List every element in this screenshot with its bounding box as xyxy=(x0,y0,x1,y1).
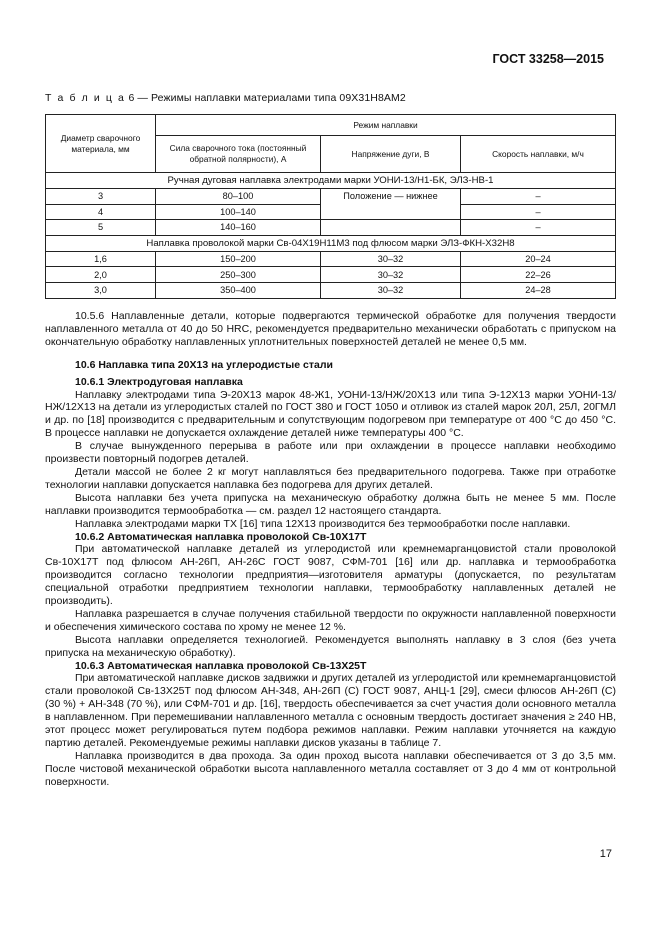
cell-current: 250–300 xyxy=(156,267,321,283)
group-header-manual: Ручная дуговая наплавка электродами марки УОНИ-13/Н1-БК, ЭЛЗ-НВ-1 xyxy=(46,173,616,189)
table-row xyxy=(46,189,616,205)
cell-current: 100–140 xyxy=(156,204,321,220)
paragraph: Высота наплавки определяется технологией. Рекомендуется выполнять наплавку в 3 слоя (без учета припуска на механическую обработку). xyxy=(45,633,616,659)
cell-voltage-empty xyxy=(321,220,461,236)
paragraph: При автоматической наплавке дисков задвижки и других деталей из углеродистой или кремнемарганцовистой стали проволокой Св-13Х25Т под флюсом АН-348, АН-26П (С) ГОСТ 9087, АНЦ-1 [29], смеси флюсов АН-26П (С) (30 %) + АН-348 (70 %), или СФМ-701 и др. [16], твердость обеспечивается за счет участия доли основного металла в наплавленном. При перемешивании наплавленного металла с основным твердость достигает значения ≥ 240 НВ, этот процесс может регулироваться путем подбора режимов наплавки. Режим наплавки уточняется на каждую партию деталей. Рекомендуемые режимы наплавки дисков указаны в таблице 7. xyxy=(45,672,616,749)
subsection-heading-10-6-3: 10.6.3 Автоматическая наплавка проволокой Св-13Х25Т xyxy=(75,659,367,672)
paragraph: Наплавка электродами марки ТХ [16] типа 12Х13 производится без термообработки после наплавки. xyxy=(75,517,571,530)
subsection-heading-10-6-2: 10.6.2 Автоматическая наплавка проволокой Св-10Х17Т xyxy=(75,530,367,543)
paragraph: Наплавка производится в два прохода. За один проход высота наплавки обеспечивается от 3 до 3,5 мм. После чистовой механической обработки высота наплавленного металла составляет от 3 до 4 мм от контрольной поверхности. xyxy=(45,749,616,788)
paragraph: Детали массой не более 2 кг могут наплавляться без предварительного подогрева. Также при отработке технологии наплавки допускается наплавка без подогрева для других деталей. xyxy=(45,465,616,491)
standard-number: ГОСТ 33258—2015 xyxy=(492,52,604,66)
cell-voltage-position: Положение — нижнее xyxy=(321,189,461,220)
cell-diameter: 1,6 xyxy=(46,251,156,267)
cell-voltage: 30–32 xyxy=(321,282,461,298)
paragraph: При автоматической наплавке деталей из углеродистой или кремнемарганцовистой стали проволокой Св-10Х17Т под флюсом АН-26П, АН-26С ГОСТ 9087, СФМ-701 [16] или др. наплавка и термообработка производится согласно технологии предприятия—изготовителя арматуры (допускается, по результатам специальной отработки предприятием технологии наплавки, термообработку наплавленных деталей не производить). xyxy=(45,543,616,608)
col-header-current: Сила сварочного тока (постоянный обратной полярности), А xyxy=(156,136,321,173)
col-header-mode: Режим наплавки xyxy=(156,115,616,136)
table-row xyxy=(46,267,616,283)
section-heading-10-6: 10.6 Наплавка типа 20Х13 на углеродистые стали xyxy=(75,358,333,371)
welding-modes-table xyxy=(45,114,616,299)
cell-speed: – xyxy=(461,220,616,236)
cell-diameter: 3,0 xyxy=(46,282,156,298)
table-row xyxy=(46,251,616,267)
table-caption-text: 6 — Режимы наплавки материалами типа 09Х31Н8АМ2 xyxy=(128,92,406,104)
document-body xyxy=(45,310,616,789)
cell-diameter: 5 xyxy=(46,220,156,236)
paragraph: В случае вынужденного перерыва в работе или при охлаждении в процессе наплавки необходимо произвести повторный подогрев деталей. xyxy=(45,440,616,466)
cell-current: 150–200 xyxy=(156,251,321,267)
cell-current: 140–160 xyxy=(156,220,321,236)
cell-speed: 24–28 xyxy=(461,282,616,298)
cell-speed: 22–26 xyxy=(461,267,616,283)
cell-current: 350–400 xyxy=(156,282,321,298)
cell-current: 80–100 xyxy=(156,189,321,205)
table-caption-label: Т а б л и ц а xyxy=(45,92,126,104)
cell-speed: – xyxy=(461,189,616,205)
cell-diameter: 2,0 xyxy=(46,267,156,283)
cell-speed: – xyxy=(461,204,616,220)
table-row xyxy=(46,282,616,298)
col-header-speed: Скорость наплавки, м/ч xyxy=(461,136,616,173)
col-header-diameter: Диаметр сварочного материала, мм xyxy=(46,115,156,173)
group-header-wire: Наплавка проволокой марки Св-04Х19Н11М3 под флюсом марки ЭЛЗ-ФКН-Х32Н8 xyxy=(46,235,616,251)
paragraph: Высота наплавки без учета припуска на механическую обработку должна быть не менее 5 мм. После наплавки производится термообработка — см. раздел 12 настоящего стандарта. xyxy=(45,491,616,517)
subsection-heading-10-6-1: 10.6.1 Электродуговая наплавка xyxy=(75,375,243,388)
table-row xyxy=(46,220,616,236)
paragraph: Наплавку электродами типа Э-20Х13 марок 48-Ж1, УОНИ-13/НЖ/20Х13 или типа Э-12Х13 марки УОНИ-13/НЖ/12Х13 на детали из углеродистых сталей по ГОСТ 380 и ГОСТ 1050 и отливок из сталей марок 20Л, 25Л, 20ГМЛ и др. по [18] производится с предварительным и сопутствующим подогревом при температуре от 400 °С до 450 °С. В процессе наплавки не допускается охлаждение деталей ниже температуры 400 °С. xyxy=(45,388,616,440)
cell-diameter: 4 xyxy=(46,204,156,220)
cell-voltage: 30–32 xyxy=(321,251,461,267)
cell-diameter: 3 xyxy=(46,189,156,205)
table-caption xyxy=(45,92,406,104)
paragraph-10-5-6: 10.5.6 Наплавленные детали, которые подвергаются термической обработке для получения твердости наплавленного металла от 40 до 50 HRC, рекомендуется предварительно механически обработать с припуском на окончательную обработку наплавленных уплотнительных поверхностей деталей не менее 0,5 мм. xyxy=(45,310,616,348)
cell-voltage: 30–32 xyxy=(321,267,461,283)
paragraph: Наплавка разрешается в случае получения стабильной твердости по окружности наплавленной поверхности и обеспечения химического состава по хрому не менее 12 %. xyxy=(45,607,616,633)
cell-speed: 20–24 xyxy=(461,251,616,267)
page-number: 17 xyxy=(599,848,612,860)
col-header-voltage: Напряжение дуги, В xyxy=(321,136,461,173)
